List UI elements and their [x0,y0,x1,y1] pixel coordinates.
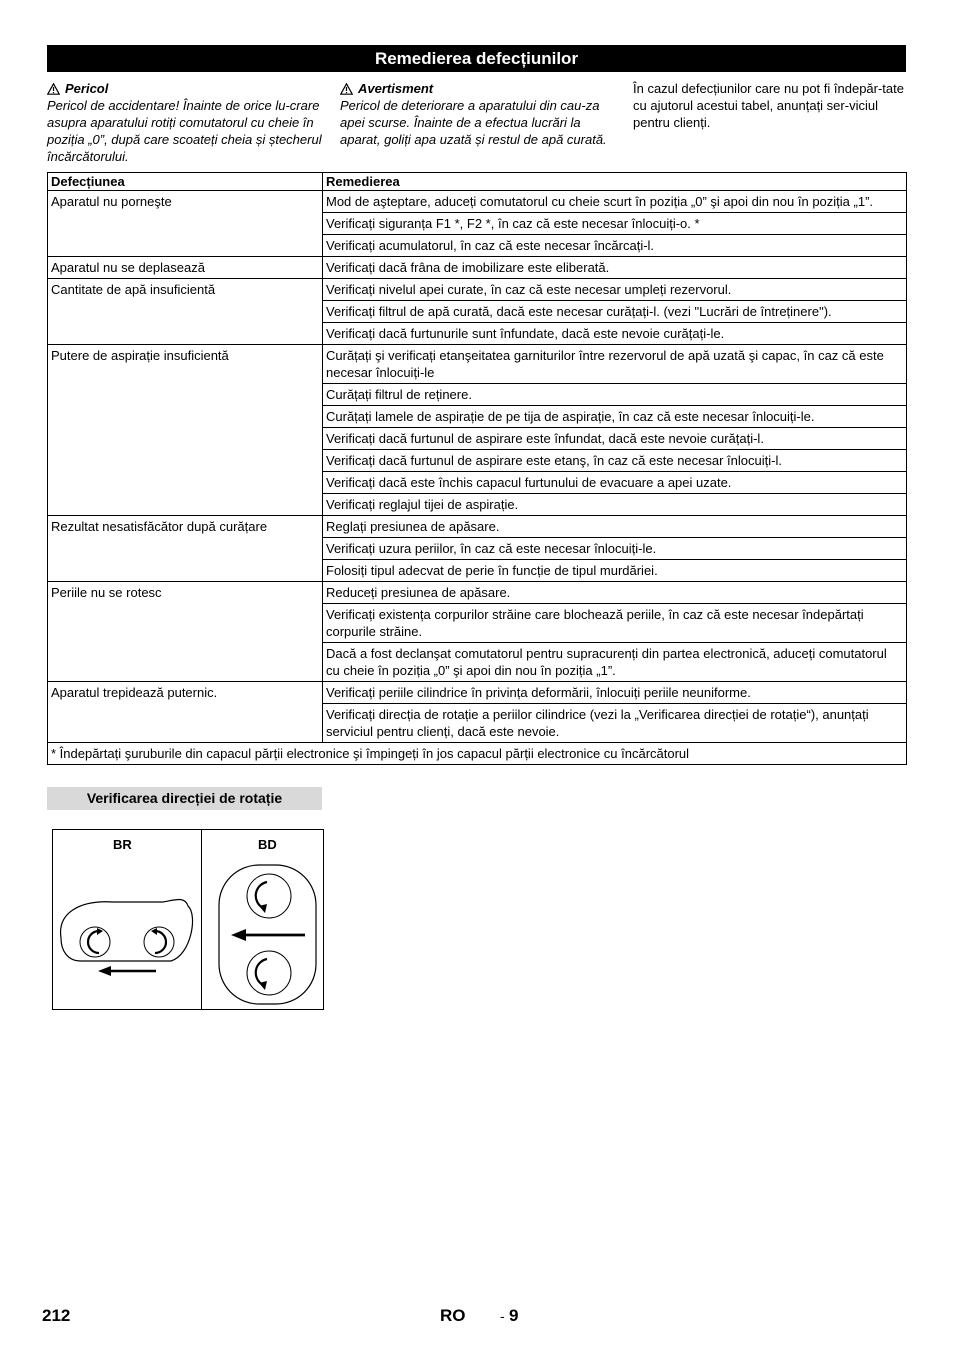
table-row [48,191,907,213]
remedy-cell: Verificați uzura periilor, în caz că este necesar înlocuiți-le. [323,538,907,560]
danger-text: Pericol de accidentare! Înainte de orice lu-crare asupra aparatului rotiți comutatorul cu cheie în poziția „0”, după care scoateți cheia și ștecherul încărcătorului. [47,98,322,164]
table-header-row [48,173,907,191]
footer-dash: - [500,1308,505,1324]
language-code: RO [440,1306,466,1325]
table-footnote-row [48,743,907,765]
table-row [48,279,907,301]
danger-notice [47,80,322,165]
arrow-left-icon [231,929,305,941]
danger-title: Pericol [65,81,109,96]
remedy-cell: Verificați dacă frâna de imobilizare este eliberată. [323,257,907,279]
rotation-direction-figure [52,829,324,1010]
section-page-number: 9 [509,1306,519,1325]
fault-cell: Cantitate de apă insuficientă [48,279,323,345]
table-row [48,682,907,704]
remedy-cell: Verificați direcția de rotație a periilor cilindrice (vezi la „Verificarea direcției de rotație“), anunțați serviciul pentru clienți, dacă este nevoie. [323,704,907,743]
column-header-remedy: Remedierea [323,173,907,191]
fault-cell: Putere de aspirație insuficientă [48,345,323,516]
page-title: Remedierea defecțiunilor [47,45,906,72]
service-text: În cazul defecțiunilor care nu pot fi îndepăr-tate cu ajutorul acestui tabel, anunțați ser-viciul pentru clienți. [633,81,904,130]
remedy-cell: Curățați şi verificați etanşeitatea garniturilor între rezervorul de apă uzată şi capac, în caz că este necesar înlocuiți-le [323,345,907,384]
remedy-cell: Reduceți presiunea de apăsare. [323,582,907,604]
table-row [48,516,907,538]
page-number: 212 [42,1306,71,1325]
warning-notice [340,80,615,148]
service-notice [633,80,908,131]
remedy-cell: Verificați siguranța F1 *, F2 *, în caz că este necesar înlocuiți-o. * [323,213,907,235]
fault-cell: Periile nu se rotesc [48,582,323,682]
figure-label-bd: BD [258,837,277,852]
figure-label-br: BR [113,837,132,852]
remedy-cell: Mod de aşteptare, aduceți comutatorul cu cheie scurt în poziția „0” şi apoi din nou în poziția „1”. [323,191,907,213]
br-right-brush-icon [144,927,174,957]
brush-rotation-diagram [53,830,323,1009]
remedy-cell: Folosiți tipul adecvat de perie în funcție de tipul murdăriei. [323,560,907,582]
bd-bottom-brush-icon [247,951,291,995]
warning-triangle-icon [47,83,60,95]
remedy-cell: Verificați filtrul de apă curată, dacă este necesar curățați-l. (vezi "Lucrări de întreținere"). [323,301,907,323]
remedy-cell: Curățați filtrul de reținere. [323,384,907,406]
arrow-left-icon [98,966,156,976]
fault-cell: Rezultat nesatisfăcător după curățare [48,516,323,582]
table-row [48,345,907,384]
remedy-cell: Curățați lamele de aspirație de pe tija de aspirație, în caz că este necesar înlocuiți-le. [323,406,907,428]
br-outline [61,900,193,962]
remedy-cell: Verificați dacă este închis capacul furtunului de evacuare a apei uzate. [323,472,907,494]
column-header-fault: Defecțiunea [48,173,323,191]
fault-cell: Aparatul nu se deplasează [48,257,323,279]
table-row [48,257,907,279]
remedy-cell: Verificați nivelul apei curate, în caz că este necesar umpleți rezervorul. [323,279,907,301]
remedy-cell: Reglați presiunea de apăsare. [323,516,907,538]
remedy-cell: Verificați existența corpurilor străine care blochează periile, în caz că este necesar îndepărtați corpurile străine. [323,604,907,643]
section-heading: Verificarea direcției de rotație [47,787,322,810]
remedy-cell: Verificați reglajul tijei de aspirație. [323,494,907,516]
remedy-cell: Dacă a fost declanşat comutatorul pentru supracurenți din partea electronică, aduceți comutatorul cu cheie în poziția „0” şi apoi din nou în poziția „1”. [323,643,907,682]
fault-cell: Aparatul nu porneşte [48,191,323,257]
footnote: * Îndepărtați şuruburile din capacul părții electronice şi împingeți în jos capacul părții electronice cu încărcătorul [48,743,907,765]
warning-title: Avertisment [358,81,434,96]
warning-triangle-icon [340,83,353,95]
warning-text: Pericol de deteriorare a aparatului din cau-za apei scurse. Înainte de a efectua lucrări la aparat, goliți apa uzată și restul de apă curată. [340,98,607,147]
bd-top-brush-icon [247,874,291,918]
fault-cell: Aparatul trepidează puternic. [48,682,323,743]
troubleshooting-table [47,172,907,765]
remedy-cell: Verificați dacă furtunul de aspirare este etanş, în caz că este necesar înlocuiți-l. [323,450,907,472]
table-row [48,582,907,604]
remedy-cell: Verificați dacă furtunurile sunt înfundate, dacă este nevoie curățați-le. [323,323,907,345]
remedy-cell: Verificați dacă furtunul de aspirare este înfundat, dacă este nevoie curățați-l. [323,428,907,450]
br-left-brush-icon [80,927,110,957]
remedy-cell: Verificați acumulatorul, în caz că este necesar încărcați-l. [323,235,907,257]
remedy-cell: Verificați periile cilindrice în privința deformării, înlocuiți periile neuniforme. [323,682,907,704]
